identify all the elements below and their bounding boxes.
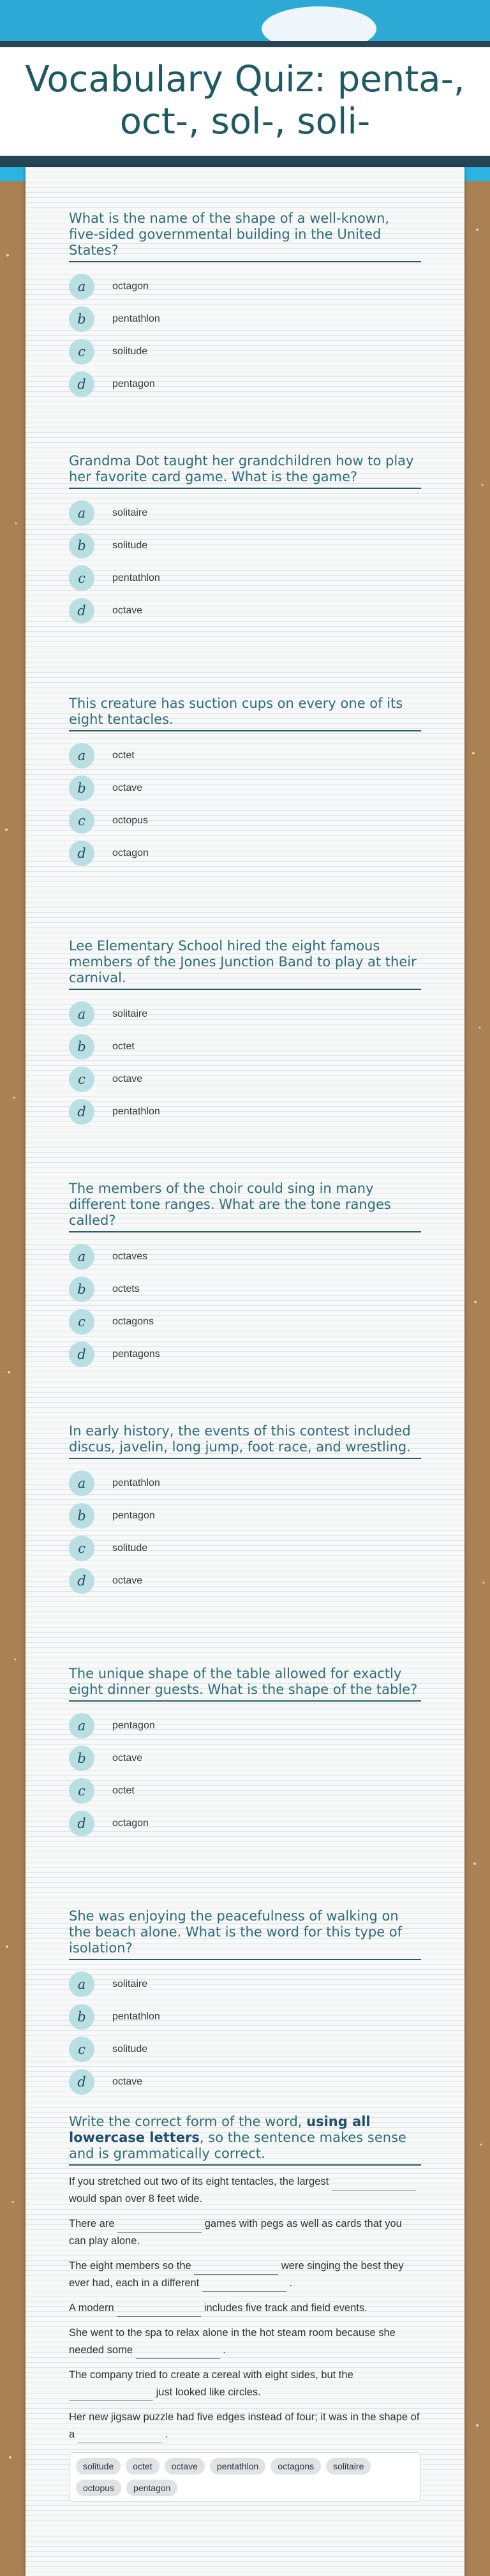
option-letter-badge[interactable]: a	[69, 1001, 94, 1027]
answer-option[interactable]	[69, 1342, 421, 1367]
answer-option[interactable]	[69, 2037, 421, 2062]
question-8	[69, 1908, 421, 2102]
option-label: pentathlon	[112, 313, 160, 324]
answer-option[interactable]	[69, 1067, 421, 1092]
answer-option[interactable]	[69, 1244, 421, 1269]
option-label: pentathlon	[112, 1106, 160, 1117]
fill-in-section	[69, 2114, 421, 2502]
answer-options	[69, 743, 421, 866]
option-label: pentagons	[112, 1349, 160, 1359]
option-letter-badge[interactable]: a	[69, 1244, 94, 1269]
answer-blank[interactable]	[332, 2177, 416, 2190]
sentence-3: The eight members so the were singing the best they ever had, each in a different .	[69, 2258, 421, 2292]
answer-option[interactable]	[69, 339, 421, 364]
answer-option[interactable]	[69, 1568, 421, 1594]
option-label: octagon	[112, 1818, 149, 1829]
option-letter-badge[interactable]: d	[69, 598, 94, 624]
option-letter-badge[interactable]: c	[69, 1778, 94, 1804]
option-letter-badge[interactable]: c	[69, 565, 94, 591]
option-letter-badge[interactable]: a	[69, 1471, 94, 1496]
option-label: solitude	[112, 346, 148, 357]
answer-option[interactable]	[69, 1536, 421, 1561]
option-label: pentathlon	[112, 573, 160, 583]
question-1	[69, 211, 421, 404]
sentence-1: If you stretched out two of its eight tentacles, the largest would span over 8 feet wide.	[69, 2173, 421, 2208]
option-label: octave	[112, 1753, 143, 1764]
answer-options	[69, 1713, 421, 1836]
option-letter-badge[interactable]: a	[69, 743, 94, 768]
option-letter-badge[interactable]: c	[69, 1309, 94, 1335]
answer-option[interactable]	[69, 1001, 421, 1027]
page-title: Vocabulary Quiz: penta-, oct-, sol-, soli-	[25, 59, 465, 142]
option-label: octave	[112, 2076, 143, 2087]
question-5	[69, 1181, 421, 1374]
option-label: solitaire	[112, 507, 148, 518]
option-label: pentathlon	[112, 1478, 160, 1488]
answer-blank[interactable]	[117, 2303, 201, 2317]
option-letter-badge[interactable]: d	[69, 1099, 94, 1125]
sentence-7: Her new jigsaw puzzle had five edges instead of four; it was in the shape of a .	[69, 2409, 421, 2443]
option-label: pentathlon	[112, 2011, 160, 2022]
option-label: octave	[112, 1575, 143, 1586]
word-bank-chip[interactable]: pentagon	[126, 2480, 177, 2496]
answer-blank[interactable]	[194, 2261, 278, 2275]
question-3	[69, 696, 421, 873]
answer-option[interactable]	[69, 500, 421, 526]
option-letter-badge[interactable]: a	[69, 274, 94, 299]
option-label: pentagon	[112, 1720, 155, 1731]
answer-options	[69, 1972, 421, 2095]
option-letter-badge[interactable]: d	[69, 1811, 94, 1836]
option-label: octave	[112, 605, 143, 616]
word-bank-chip[interactable]: octet	[126, 2458, 159, 2475]
word-bank-chip[interactable]: octave	[165, 2458, 205, 2475]
question-4	[69, 938, 421, 1132]
option-letter-badge[interactable]: a	[69, 1972, 94, 1997]
option-letter-badge[interactable]: c	[69, 339, 94, 364]
option-letter-badge[interactable]: d	[69, 1342, 94, 1367]
word-bank-chip[interactable]: solitaire	[326, 2458, 371, 2475]
question-text: The members of the choir could sing in many different tone ranges. What are the tone ranges called?	[69, 1181, 421, 1232]
question-text: Grandma Dot taught her grandchildren how to play her favorite card game. What is the game?	[69, 453, 421, 489]
sentence-6: The company tried to create a cereal with eight sides, but the just looked like circles.	[69, 2367, 421, 2401]
answer-blank[interactable]	[69, 2388, 153, 2401]
sentence-4: A modern includes five track and field events.	[69, 2300, 421, 2317]
answer-option[interactable]	[69, 1277, 421, 1302]
answer-option[interactable]	[69, 1746, 421, 1771]
answer-option[interactable]	[69, 533, 421, 558]
option-label: solitude	[112, 1543, 148, 1554]
option-letter-badge[interactable]: b	[69, 1277, 94, 1302]
option-letter-badge[interactable]: b	[69, 1503, 94, 1529]
answer-options	[69, 1471, 421, 1594]
word-bank-chip[interactable]: octagons	[271, 2458, 321, 2475]
word-bank-chip[interactable]: solitude	[76, 2458, 121, 2475]
answer-option[interactable]	[69, 1713, 421, 1739]
option-letter-badge[interactable]: b	[69, 533, 94, 558]
title-banner-border	[0, 156, 490, 167]
answer-options	[69, 500, 421, 624]
option-letter-badge[interactable]: d	[69, 1568, 94, 1594]
option-letter-badge[interactable]: a	[69, 500, 94, 526]
answer-blank[interactable]	[117, 2219, 202, 2233]
option-letter-badge[interactable]: b	[69, 1746, 94, 1771]
option-letter-badge[interactable]: c	[69, 808, 94, 834]
question-6	[69, 1423, 421, 1601]
answer-option[interactable]	[69, 1503, 421, 1529]
question-7	[69, 1666, 421, 1843]
sentence-2: There are games with pegs as well as cards that you can play alone.	[69, 2218, 402, 2247]
option-letter-badge[interactable]: d	[69, 2069, 94, 2095]
answer-blank[interactable]	[202, 2279, 286, 2292]
answer-blank[interactable]	[136, 2346, 220, 2359]
question-text: Lee Elementary School hired the eight famous members of the Jones Junction Band to play at their carnival.	[69, 938, 421, 990]
option-label: octet	[112, 1785, 135, 1796]
option-label: pentagon	[112, 378, 155, 389]
question-text: The unique shape of the table allowed for exactly eight dinner guests. What is the shape of the table?	[69, 1666, 421, 1702]
answer-option[interactable]	[69, 1099, 421, 1125]
option-label: octaves	[112, 1251, 148, 1262]
answer-options	[69, 274, 421, 397]
option-label: octets	[112, 1284, 140, 1294]
fill-in-instructions: Write the correct form of the word, using all lowercase letters, so the sentence makes sense and is grammatically correct.	[69, 2114, 421, 2166]
answer-option[interactable]	[69, 2004, 421, 2030]
option-label: solitude	[112, 2044, 148, 2055]
answer-option[interactable]	[69, 1811, 421, 1836]
option-label: octagons	[112, 1316, 154, 1327]
question-text: In early history, the events of this contest included discus, javelin, long jump, foot race, and wrestling.	[69, 1423, 421, 1459]
sentence-5: She went to the spa to relax alone in the hot steam room because she needed some .	[69, 2325, 421, 2359]
option-label: pentagon	[112, 1510, 155, 1521]
answer-blank[interactable]	[78, 2430, 162, 2443]
question-text: She was enjoying the peacefulness of walking on the beach alone. What is the word for this type of isolation?	[69, 1908, 421, 1960]
answer-option[interactable]	[69, 1309, 421, 1335]
option-letter-badge[interactable]: c	[69, 1536, 94, 1561]
top-sky-band	[0, 0, 490, 41]
option-letter-badge[interactable]: c	[69, 1067, 94, 1092]
answer-option[interactable]	[69, 371, 421, 397]
answer-option[interactable]	[69, 565, 421, 591]
option-label: octet	[112, 1041, 135, 1052]
answer-option[interactable]	[69, 775, 421, 801]
answer-option[interactable]	[69, 841, 421, 866]
answer-option[interactable]	[69, 1972, 421, 1997]
option-letter-badge[interactable]: b	[69, 2004, 94, 2030]
option-letter-badge[interactable]: b	[69, 306, 94, 332]
word-bank-chip[interactable]: pentathlon	[210, 2458, 265, 2475]
option-label: solitaire	[112, 1979, 148, 1989]
option-label: octagon	[112, 281, 149, 292]
answer-option[interactable]	[69, 743, 421, 768]
option-letter-badge[interactable]: d	[69, 841, 94, 866]
option-label: solitude	[112, 540, 148, 551]
word-bank-chip[interactable]: octopus	[76, 2480, 121, 2496]
option-label: octave	[112, 1074, 143, 1084]
answer-options	[69, 1001, 421, 1125]
answer-option[interactable]	[69, 2069, 421, 2095]
option-label: solitaire	[112, 1008, 148, 1019]
option-label: octagon	[112, 848, 149, 858]
option-letter-badge[interactable]: d	[69, 371, 94, 397]
option-letter-badge[interactable]: a	[69, 1713, 94, 1739]
option-label: octave	[112, 783, 143, 793]
answer-option[interactable]	[69, 1471, 421, 1496]
option-label: octopus	[112, 815, 149, 826]
instruction-emphasis: using all lowercase letters	[69, 2114, 371, 2145]
option-letter-badge[interactable]: c	[69, 2037, 94, 2062]
answer-option[interactable]	[69, 1034, 421, 1060]
answer-options	[69, 1244, 421, 1367]
option-letter-badge[interactable]: b	[69, 1034, 94, 1060]
answer-option[interactable]	[69, 306, 421, 332]
answer-option[interactable]	[69, 598, 421, 624]
option-letter-badge[interactable]: b	[69, 775, 94, 801]
word-bank	[69, 2452, 421, 2502]
question-text: This creature has suction cups on every one of its eight tentacles.	[69, 696, 421, 731]
answer-option[interactable]	[69, 1778, 421, 1804]
answer-option[interactable]	[69, 808, 421, 834]
question-text: What is the name of the shape of a well-known, five-sided governmental building in the United States?	[69, 211, 421, 262]
answer-option[interactable]	[69, 274, 421, 299]
option-label: octet	[112, 750, 135, 761]
title-banner	[0, 41, 490, 162]
question-2	[69, 453, 421, 631]
